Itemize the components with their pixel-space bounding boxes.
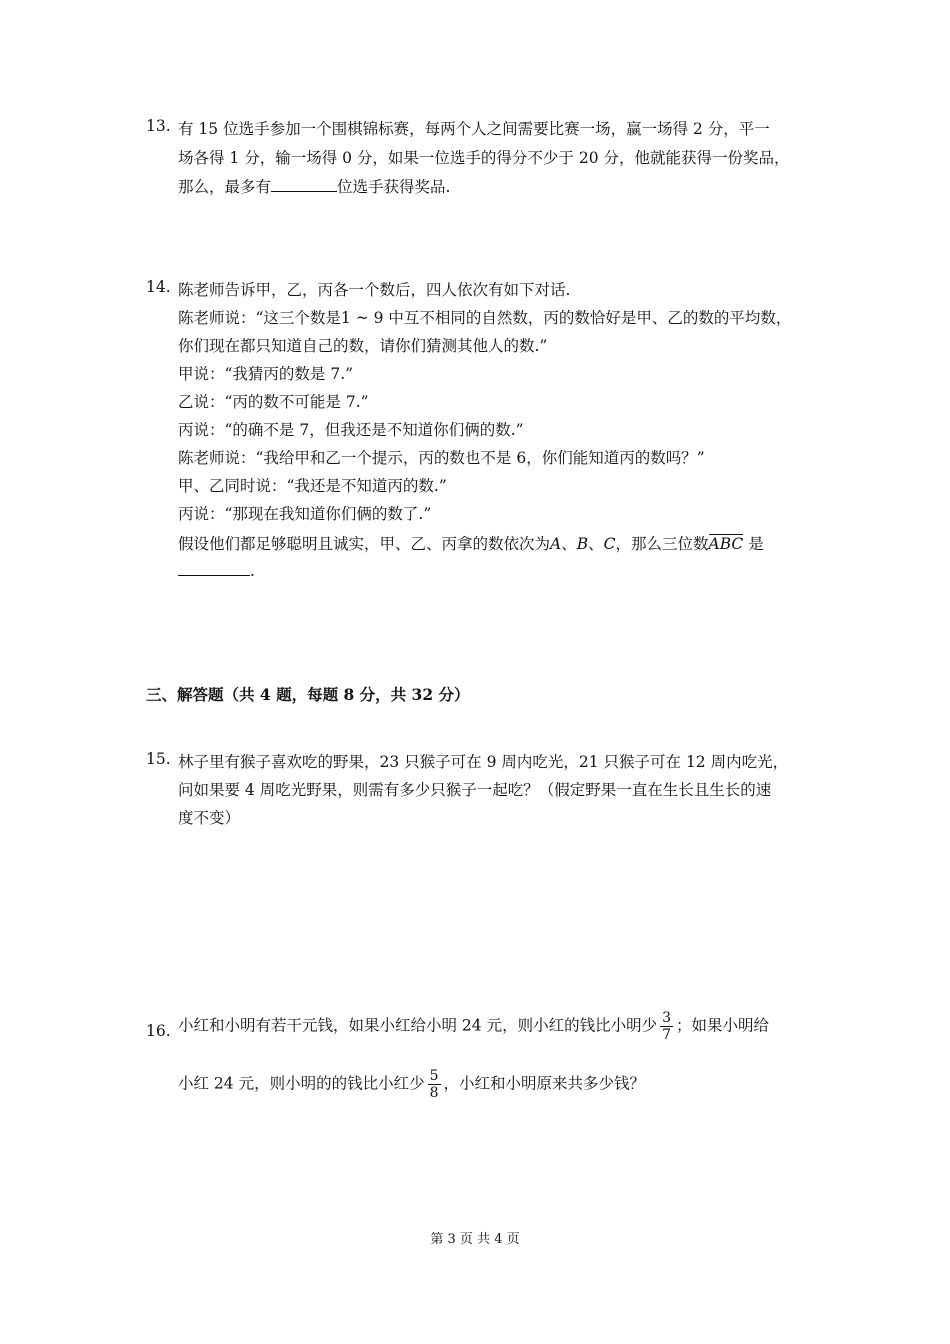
question-text-line: [178, 1010, 769, 1043]
question-text: 小红和小明有若干元钱，如果小红给小明 24 元，则小红的钱比小明少: [178, 1016, 658, 1035]
question-text: 假设他们都足够聪明且诚实，甲、乙、丙拿的数依次为: [178, 535, 551, 553]
question-text-line: [178, 175, 450, 197]
variable-a: A: [550, 535, 562, 553]
question-text-line: 场各得 1 分，输一场得 0 分，如果一位选手的得分不少于 20 分，他就能获得一份奖品，: [178, 149, 790, 167]
question-text-line: [178, 1068, 645, 1101]
denominator: 7: [662, 1027, 672, 1043]
question-number: 14.: [146, 278, 171, 296]
overlined-number-abc: ABC: [708, 535, 744, 553]
dialogue-line: 丙说：“那现在我知道你们俩的数了.”: [178, 505, 432, 523]
question-text: 那么，最多有: [178, 178, 272, 196]
fraction-five-eighths: [428, 1068, 441, 1101]
question-text: 是: [743, 535, 764, 553]
question-text-line: 度不变）: [178, 809, 241, 827]
numerator: 3: [662, 1010, 672, 1026]
question-text: 小红 24 元，则小明的的钱比小红少: [178, 1074, 425, 1093]
dialogue-line: 甲说：“我猜丙的数是 7.”: [178, 365, 354, 383]
question-text-line: 陈老师说：“这三个数是1 ~ 9 中互不相同的自然数，丙的数恰好是甲、乙的数的平均数，: [178, 309, 792, 327]
question-text-line: 你们现在都只知道自己的数，请你们猜测其他人的数.”: [178, 337, 548, 355]
question-text-line: 林子里有猴子喜欢吃的野果，23 只猴子可在 9 周内吃光，21 只猴子可在 12 周内吃光，: [178, 753, 789, 771]
answer-blank: [178, 574, 250, 576]
question-text: ，小红和小明原来共多少钱？: [443, 1074, 646, 1093]
question-text-line: 有 15 位选手参加一个围棋锦标赛，每两个人之间需要比赛一场，赢一场得 2 分，平一: [178, 120, 770, 138]
dialogue-line: 乙说：“丙的数不可能是 7.”: [178, 393, 369, 411]
page-footer: 第 3 页 共 4 页: [430, 1232, 520, 1247]
question-text-line: 陈老师告诉甲，乙，丙各一个数后，四人依次有如下对话.: [178, 281, 571, 299]
question-text: .: [250, 562, 255, 580]
dialogue-line: 丙说：“的确不是 7，但我还是不知道你们俩的数.”: [178, 421, 524, 439]
question-text-line: [178, 532, 764, 554]
denominator: 8: [429, 1085, 439, 1101]
question-number: 13.: [146, 117, 171, 135]
question-text-line: [178, 562, 255, 580]
question-text: ，那么三位数: [615, 535, 709, 553]
variable-c: C: [603, 535, 616, 553]
variable-b: B: [576, 535, 589, 553]
dialogue-line: 甲、乙同时说：“我还是不知道丙的数.”: [178, 477, 447, 495]
numerator: 5: [429, 1068, 439, 1084]
separator: 、: [588, 535, 604, 553]
question-number: 15.: [146, 750, 171, 768]
dialogue-line: 陈老师说：“我给甲和乙一个提示，丙的数也不是 6，你们能知道丙的数吗？”: [178, 449, 705, 467]
question-number: 16.: [146, 1022, 171, 1040]
question-text: 位选手获得奖品.: [337, 178, 451, 196]
section-heading: 三、解答题（共 4 题，每题 8 分，共 32 分）: [146, 685, 470, 704]
question-text: ；如果小明给: [676, 1016, 770, 1035]
separator: 、: [561, 535, 577, 553]
fraction-three-sevenths: [660, 1010, 673, 1043]
question-text-line: 问如果要 4 周吃光野果，则需有多少只猴子一起吃？（假定野果一直在生长且生长的速: [178, 781, 772, 799]
answer-blank: [271, 190, 337, 192]
